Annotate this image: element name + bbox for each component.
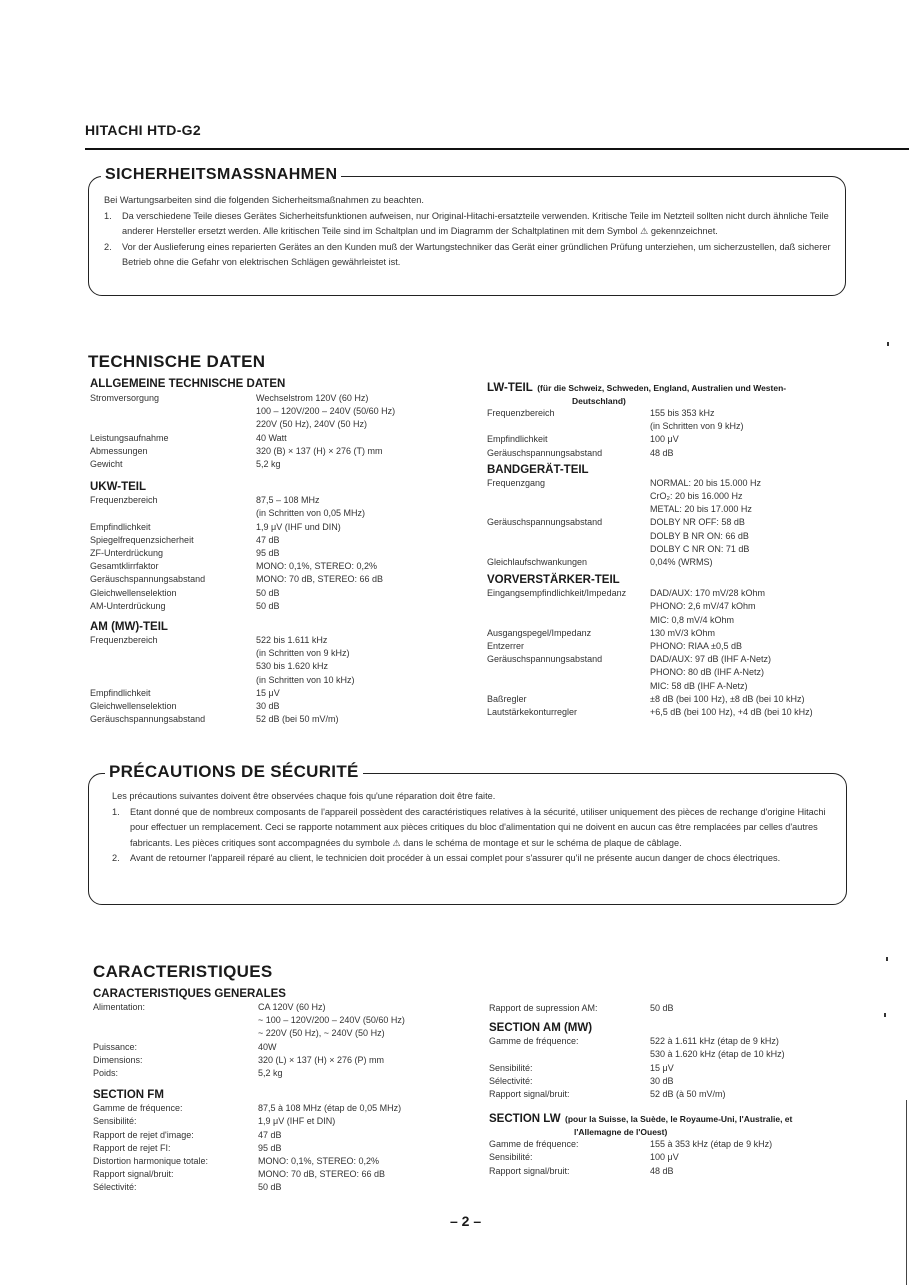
spec-label: Rapport de rejet d'image: — [93, 1129, 194, 1140]
safety-fr-title: PRÉCAUTIONS DE SÉCURITÉ — [105, 762, 363, 782]
spec-group — [489, 1002, 849, 1015]
page-number: – 2 – — [450, 1213, 482, 1229]
spec-value: 522 à 1.611 kHz (étap de 9 kHz) — [650, 1036, 779, 1047]
spec-label: Frequenzbereich — [90, 635, 158, 646]
spec-group — [487, 407, 847, 460]
list-item-number: 1. — [104, 210, 112, 221]
spec-value: PHONO: 80 dB (IHF A-Netz) — [650, 667, 765, 678]
spec-row — [90, 587, 440, 600]
spec-value: DOLBY NR OFF: 58 dB — [650, 517, 745, 528]
spec-value: 155 à 353 kHz (étap de 9 kHz) — [650, 1139, 773, 1150]
spec-value: CrO₂: 20 bis 16.000 Hz — [650, 491, 743, 502]
list-item — [104, 209, 832, 240]
preamp-heading: VORVERSTÄRKER-TEIL — [487, 574, 620, 587]
safety-de-body — [104, 193, 832, 271]
spec-label: Eingangsempfindlichkeit/Impedanz — [487, 588, 627, 599]
spec-row — [489, 1035, 849, 1061]
spec-row — [487, 693, 847, 706]
am-de-heading: AM (MW)-TEIL — [90, 621, 168, 634]
spec-group — [487, 587, 847, 719]
spec-label: Gesamtklirrfaktor — [90, 561, 159, 572]
spec-value: (in Schritten von 0,05 MHz) — [256, 508, 366, 519]
spec-row — [93, 1001, 453, 1041]
safety-de-list — [104, 209, 832, 271]
spec-value: 5,2 kg — [256, 459, 281, 470]
spec-label: Poids: — [93, 1068, 119, 1079]
spec-value: 48 dB — [650, 1165, 674, 1176]
spec-value: 530 à 1.620 kHz (étap de 10 kHz) — [650, 1049, 785, 1060]
spec-group — [487, 477, 847, 569]
general-fr-heading: CARACTERISTIQUES GENERALES — [93, 988, 286, 1000]
spec-label: Baßregler — [487, 693, 527, 704]
spec-row — [90, 547, 440, 560]
spec-value: 30 dB — [650, 1075, 674, 1086]
spec-value: 30 dB — [256, 701, 280, 712]
spec-label: Alimentation: — [93, 1002, 146, 1012]
spec-row — [487, 627, 847, 640]
spec-label: Gamme de fréquence: — [489, 1139, 579, 1150]
tech-de-title: TECHNISCHE DATEN — [88, 352, 266, 371]
spec-label: Frequenzbereich — [487, 408, 555, 418]
spec-value: MONO: 70 dB, STEREO: 66 dB — [258, 1169, 386, 1180]
spec-row — [489, 1138, 849, 1151]
spec-value: 1,9 μV (IHF und DIN) — [256, 521, 341, 532]
spec-label: Empfindlichkeit — [487, 434, 548, 445]
spec-label: Sélectivité: — [93, 1182, 137, 1193]
spec-row — [90, 392, 440, 432]
spec-label: Spiegelfrequenzsicherheit — [90, 534, 194, 545]
spec-group — [93, 1001, 453, 1080]
spec-group — [90, 634, 440, 726]
spec-value: 87,5 – 108 MHz — [256, 495, 320, 506]
safety-fr-body — [112, 789, 832, 867]
list-item — [112, 805, 832, 852]
spec-group — [489, 1138, 849, 1178]
spec-row — [90, 600, 440, 613]
spec-label: ZF-Unterdrückung — [90, 548, 164, 559]
spec-row — [487, 477, 847, 517]
spec-value: 15 μV — [256, 687, 280, 698]
spec-label: Ausgangspegel/Impedanz — [487, 627, 592, 638]
spec-label: Distortion harmonique totale: — [93, 1156, 209, 1167]
spec-value: 530 bis 1.620 kHz — [256, 661, 329, 672]
spec-value: MONO: 70 dB, STEREO: 66 dB — [256, 574, 384, 585]
spec-value: MIC: 0,8 mV/4 kOhm — [650, 614, 735, 625]
scan-speck — [886, 957, 888, 961]
spec-label: Geräuschspannungsabstand — [487, 447, 603, 458]
spec-value: 87,5 à 108 MHz (étap de 0,05 MHz) — [258, 1103, 402, 1114]
scan-speck — [887, 342, 889, 346]
spec-row — [489, 1062, 849, 1075]
scan-edge-line — [906, 1100, 907, 1285]
list-item-number: 2. — [104, 241, 112, 252]
spec-row — [489, 1002, 849, 1015]
spec-row — [487, 433, 847, 446]
spec-group — [93, 1102, 453, 1194]
lw-fr-heading: SECTION LW — [489, 1113, 561, 1126]
spec-value: 47 dB — [256, 534, 280, 545]
spec-row — [90, 432, 440, 445]
spec-value: 155 bis 353 kHz — [650, 408, 715, 418]
spec-value: PHONO: RIAA ±0,5 dB — [650, 641, 742, 652]
spec-row — [93, 1041, 453, 1054]
list-item-number: 1. — [112, 806, 120, 817]
lw-de-note: (für die Schweiz, Schweden, England, Australien und Westen- — [537, 383, 787, 393]
spec-value: (in Schritten von 9 kHz) — [650, 421, 744, 432]
safety-fr-list — [112, 805, 832, 867]
spec-row — [487, 587, 847, 627]
spec-value: 52 dB (bei 50 mV/m) — [256, 714, 339, 725]
spec-value: ~ 220V (50 Hz), ~ 240V (50 Hz) — [258, 1028, 385, 1039]
spec-row — [90, 560, 440, 573]
spec-label: Gleichwellenselektion — [90, 701, 177, 712]
spec-value: 48 dB — [650, 447, 674, 458]
spec-row — [487, 556, 847, 569]
spec-row — [489, 1165, 849, 1178]
spec-value: 50 dB — [650, 1003, 674, 1013]
spec-row — [93, 1155, 453, 1168]
lw-fr-note: (pour la Suisse, la Suède, le Royaume-Uni, l'Australie, et — [565, 1114, 793, 1125]
tape-heading: BANDGERÄT-TEIL — [487, 463, 589, 476]
spec-row — [487, 447, 847, 460]
spec-label: Sensibilité: — [489, 1062, 533, 1073]
spec-label: Rapport signal/bruit: — [489, 1165, 570, 1176]
spec-value: MIC: 58 dB (IHF A-Netz) — [650, 680, 748, 691]
tech-de-right-column — [487, 378, 847, 719]
spec-group — [90, 494, 440, 613]
spec-label: Geräuschspannungsabstand — [90, 574, 206, 585]
spec-label: Abmessungen — [90, 445, 148, 456]
spec-label: Frequenzgang — [487, 477, 546, 488]
spec-value: CA 120V (60 Hz) — [258, 1002, 326, 1012]
spec-row — [93, 1129, 453, 1142]
spec-label: Lautstärkekonturregler — [487, 707, 578, 718]
spec-value: 522 bis 1.611 kHz — [256, 635, 328, 646]
spec-row — [487, 407, 847, 433]
spec-row — [90, 494, 440, 520]
spec-value: MONO: 0,1%, STEREO: 0,2% — [256, 561, 378, 572]
spec-row — [93, 1067, 453, 1080]
list-item-number: 2. — [112, 853, 120, 863]
lw-fr-note-2: l'Allemagne de l'Ouest) — [574, 1127, 668, 1138]
spec-value: 15 μV — [650, 1062, 674, 1073]
lw-fr-heading-row — [489, 1109, 849, 1127]
safety-de-intro: Bei Wartungsarbeiten sind die folgenden Sicherheitsmaßnahmen zu beachten. — [104, 195, 424, 205]
spec-row — [90, 573, 440, 586]
spec-group — [489, 1035, 849, 1101]
spec-label: Gamme de fréquence: — [93, 1103, 183, 1114]
spec-row — [90, 534, 440, 547]
spec-value: 40W — [258, 1041, 277, 1052]
spec-value: 100 μV — [650, 434, 679, 445]
spec-label: Rapport signal/bruit: — [489, 1089, 570, 1100]
spec-value: 95 dB — [258, 1142, 282, 1153]
spec-label: Puissance: — [93, 1041, 138, 1052]
spec-row — [489, 1151, 849, 1164]
spec-row — [489, 1075, 849, 1088]
spec-label: Gleichlaufschwankungen — [487, 557, 588, 568]
list-item-text: Da verschiedene Teile dieses Gerätes Sicherheitsfunktionen aufweisen, nur Original-Hitachi-ersatzteile verwenden. Kritische Teile im Netzteil sollten nicht durch ähnliche Teile anderer Hersteller ersetzt werden. Alle kritischen Teile sind im Schaltplan und im Diagramm der Schaltplatinen mit dem Symbol ⚠ gekennzeichnet. — [122, 210, 829, 236]
safety-fr-intro: Les précautions suivantes doivent être observées chaque fois qu'une réparation doit être faite. — [112, 791, 496, 801]
spec-value: 50 dB — [258, 1182, 282, 1193]
spec-label: Empfindlichkeit — [90, 521, 151, 532]
spec-value: DOLBY C NR ON: 71 dB — [650, 543, 750, 554]
spec-row — [93, 1181, 453, 1194]
safety-de-title: SICHERHEITSMASSNAHMEN — [101, 166, 341, 184]
spec-value: DAD/AUX: 97 dB (IHF A-Netz) — [650, 654, 772, 665]
spec-label: Entzerrer — [487, 641, 525, 652]
spec-value: 1,9 μV (IHF et DIN) — [258, 1116, 336, 1127]
spec-label: Gleichwellenselektion — [90, 587, 177, 598]
tech-fr-left-column — [93, 988, 453, 1195]
spec-value: 320 (L) × 137 (H) × 276 (P) mm — [258, 1054, 385, 1065]
spec-value: 220V (50 Hz), 240V (50 Hz) — [256, 419, 368, 430]
spec-value: 50 dB — [256, 587, 280, 598]
fm-heading: SECTION FM — [93, 1089, 164, 1102]
spec-value: 40 Watt — [256, 432, 287, 443]
spec-label: Dimensions: — [93, 1054, 143, 1065]
lw-de-heading: LW-TEIL — [487, 382, 533, 394]
spec-value: 100 μV — [650, 1152, 679, 1163]
spec-row — [487, 640, 847, 653]
tech-de-left-column — [90, 378, 440, 726]
spec-row — [90, 713, 440, 726]
spec-label: Gewicht — [90, 459, 123, 470]
spec-value: PHONO: 2,6 mV/47 kOhm — [650, 601, 756, 612]
list-item-text: Etant donné que de nombreux composants de l'appareil possèdent des caractéristiques relatives à la sécurité, utiliser uniquement des pièces de rechange d'origine Hitachi pour effectuer un remplacement. Ceci se rapporte notamment aux pièces critiques du bloc d'alimentation qui ne doivent en aucun cas être remplacées par celles d'autres fabricants. Les pièces critiques sont accompagnées du symbole ⚠ dans le schéma de montage et sur le schéma de plaque de câblage. — [130, 806, 826, 848]
spec-value: METAL: 20 bis 17.000 Hz — [650, 504, 752, 515]
spec-label: Rapport signal/bruit: — [93, 1169, 174, 1180]
general-de-heading: ALLGEMEINE TECHNISCHE DATEN — [90, 378, 286, 390]
ukw-heading: UKW-TEIL — [90, 481, 146, 494]
lw-de-heading-row — [487, 378, 847, 396]
spec-value: Wechselstrom 120V (60 Hz) — [256, 393, 369, 403]
spec-group — [90, 392, 440, 471]
spec-label: Rapport de rejet FI: — [93, 1142, 171, 1153]
spec-value: (in Schritten von 10 kHz) — [256, 674, 355, 685]
spec-label: Geräuschspannungsabstand — [487, 654, 603, 665]
spec-label: Frequenzbereich — [90, 495, 158, 506]
spec-row — [489, 1088, 849, 1101]
spec-label: Gamme de fréquence: — [489, 1036, 579, 1047]
spec-value: ~ 100 – 120V/200 – 240V (50/60 Hz) — [258, 1015, 405, 1026]
spec-value: 52 dB (à 50 mV/m) — [650, 1089, 726, 1100]
spec-label: Sensibilité: — [93, 1116, 137, 1127]
spec-row — [487, 706, 847, 719]
spec-value: DAD/AUX: 170 mV/28 kOhm — [650, 588, 766, 599]
spec-row — [90, 700, 440, 713]
spec-value: 50 dB — [256, 600, 280, 611]
spec-value: NORMAL: 20 bis 15.000 Hz — [650, 477, 762, 488]
spec-label: Geräuschspannungsabstand — [90, 714, 206, 725]
spec-value: 130 mV/3 kOhm — [650, 627, 716, 638]
spec-value: 95 dB — [256, 548, 280, 559]
scan-speck — [884, 1013, 886, 1017]
spec-value: +6,5 dB (bei 100 Hz), +4 dB (bei 10 kHz) — [650, 707, 813, 718]
spec-label: Sélectivité: — [489, 1075, 533, 1086]
tech-fr-title: CARACTERISTIQUES — [93, 962, 273, 981]
spec-value: ±8 dB (bei 100 Hz), ±8 dB (bei 10 kHz) — [650, 693, 805, 704]
spec-value: 47 dB — [258, 1129, 282, 1140]
spec-label: Sensibilité: — [489, 1152, 533, 1163]
spec-row — [93, 1115, 453, 1128]
spec-value: DOLBY B NR ON: 66 dB — [650, 530, 749, 541]
spec-label: AM-Unterdrückung — [90, 600, 166, 611]
tech-fr-right-column — [489, 1002, 849, 1178]
spec-value: 0,04% (WRMS) — [650, 557, 713, 568]
spec-label: Stromversorgung — [90, 393, 160, 403]
spec-row — [90, 445, 440, 458]
spec-row — [90, 521, 440, 534]
spec-value: 320 (B) × 137 (H) × 276 (T) mm — [256, 445, 383, 456]
spec-label: Geräuschspannungsabstand — [487, 517, 603, 528]
am-fr-heading: SECTION AM (MW) — [489, 1022, 593, 1035]
list-item-text: Avant de retourner l'appareil réparé au client, le technicien doit procéder à un essai complet pour s'assurer qu'il ne présente aucun danger de chocs électriques. — [130, 853, 781, 863]
spec-value: 5,2 kg — [258, 1068, 283, 1079]
spec-row — [90, 687, 440, 700]
spec-value: 100 – 120V/200 – 240V (50/60 Hz) — [256, 406, 396, 417]
spec-row — [93, 1168, 453, 1181]
spec-label: Rapport de supression AM: — [489, 1003, 598, 1013]
list-item — [112, 851, 832, 867]
spec-row — [93, 1102, 453, 1115]
header-rule — [85, 148, 909, 150]
spec-row — [487, 516, 847, 556]
spec-label: Leistungsaufnahme — [90, 432, 169, 443]
spec-row — [90, 634, 440, 687]
list-item-text: Vor der Auslieferung eines reparierten Gerätes an den Kunden muß der Wartungstechniker das Gerät einer gründlichen Prüfung unterziehen, um sicherzustellen, daß sicherer Betrieb ohne die Gefahr von elektrischen Schlägen gewährleistet ist. — [122, 241, 831, 267]
spec-value: MONO: 0,1%, STEREO: 0,2% — [258, 1156, 380, 1167]
document-title: HITACHI HTD-G2 — [85, 122, 201, 138]
spec-value: (in Schritten von 9 kHz) — [256, 648, 350, 659]
spec-label: Empfindlichkeit — [90, 687, 151, 698]
spec-row — [93, 1054, 453, 1067]
spec-row — [487, 653, 847, 693]
spec-row — [90, 458, 440, 471]
lw-de-note-2: Deutschland) — [572, 396, 626, 406]
list-item — [104, 240, 832, 271]
spec-row — [93, 1142, 453, 1155]
